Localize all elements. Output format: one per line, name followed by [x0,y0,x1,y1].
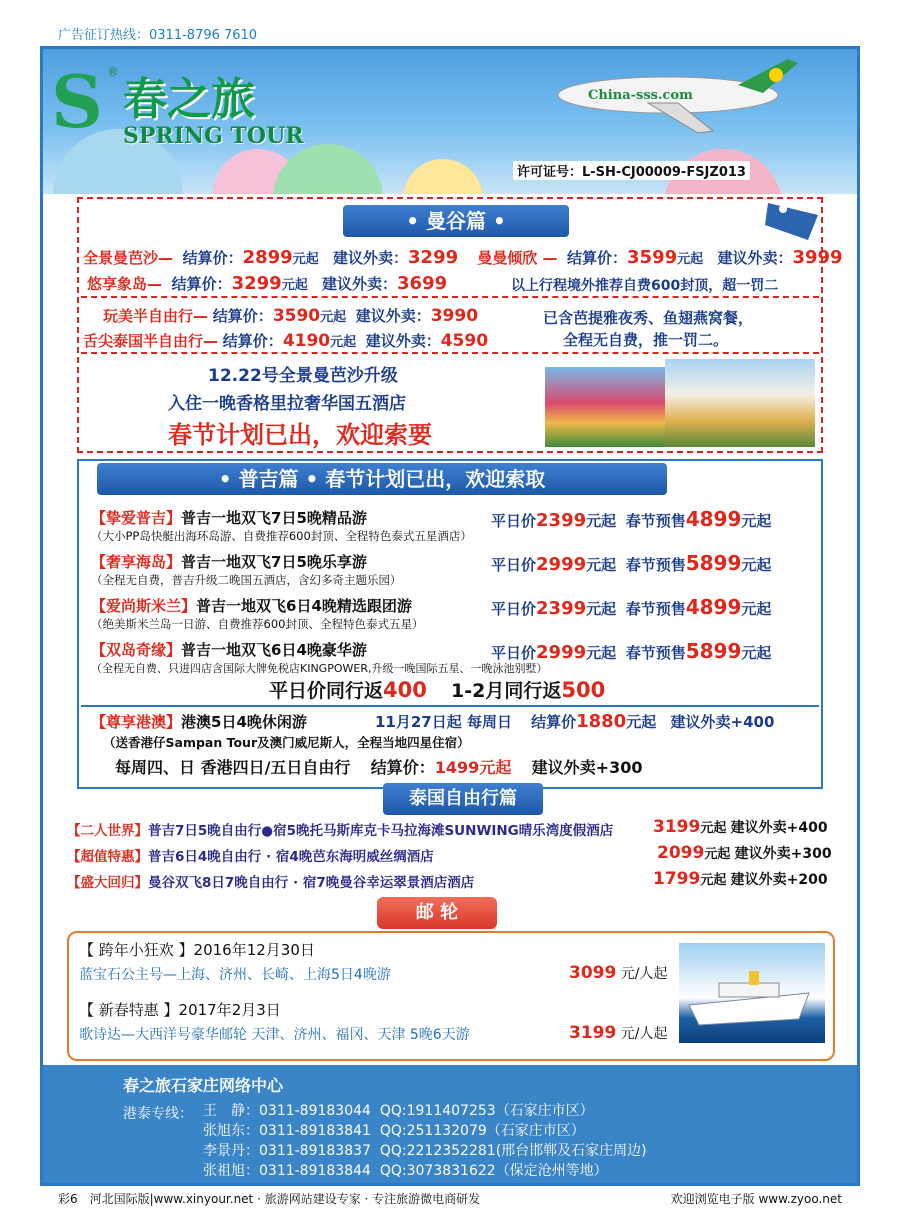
item-desc: （全程无自费、只进四店含国际大牌免税店KINGPOWER,升级一晚国际五星、一晚泳池别墅） [91,662,548,675]
footer-left: 彩6 河北国际版|www.xinyour.net · 旅游网站建设专家 · 专注旅游微电商研发 [58,1192,481,1206]
contact-qq: QQ:2212352281 [379,1143,496,1159]
item-name: 港澳5日4晚休闲游 [181,713,307,731]
item-desc: （全程无自费，普吉升级二晚国五酒店，含幻多奇主题乐园） [91,573,402,587]
rebate-line [269,676,605,703]
contact-name: 李景丹： [203,1143,259,1159]
cost-label: 结算价： [171,275,232,293]
list-item [91,595,811,639]
rebate-label: 平日价同行返 [269,680,384,702]
contact-area: （保定沧州等地） [495,1163,608,1179]
price-unit: 元起 [741,600,772,618]
phuket-title: • 普吉篇 • 春节计划已出，欢迎索取 [97,463,667,495]
cruise-route: 歌诗达—大西洋号豪华邮轮 天津、济州、福冈、天津 5晚6天游 [79,1027,470,1043]
promo-line-3: 春节计划已出，欢迎索要 [168,421,432,449]
suggest-price: 建议外卖+300 [734,846,832,862]
brand-name-en: SPRING TOUR [123,123,304,149]
presale-label: 春节预售 [625,644,686,662]
free-note-2: 全程无自费，推一罚二。 [563,331,729,349]
contact-area: （石家庄市区） [486,1123,585,1139]
hk-free-row [115,755,642,778]
ad-hotline: 广告征订热线：0311-8796 7610 [58,28,258,43]
list-item [79,999,679,1059]
suggest-price: 建议外卖+300 [531,758,643,777]
cruise-tag: 【 新春特惠 】 [79,1001,179,1019]
contact-name: 张祖旭： [203,1163,259,1179]
item-name: 曼谷双飞8日7晚自由行 · 宿7晚曼谷幸运翠景酒店酒店 [148,875,475,891]
thai-free-title: 泰国自由行篇 [383,783,543,815]
contact-label: 港泰专线： [123,1106,193,1122]
contact-name: 王 静： [203,1103,259,1119]
suggest-price: 3699 [397,273,448,294]
cost-price: 3299 [231,273,282,294]
suggest-price: 3990 [430,306,479,326]
item-price: 1799 [653,869,701,889]
cost-label: 结算价： [212,307,273,325]
list-item [91,507,811,551]
tour-dates: 11月27日起 每周日 [375,713,512,731]
price-label: 平日价 [491,512,537,530]
weekday-price: 2399 [536,510,587,531]
route-name: 舌尖泰国半自由行— [83,332,219,350]
price-unit: 元起 [586,512,617,530]
bangkok-free-row-2 [83,330,488,351]
item-price: 2099 [657,843,705,863]
contact-row [203,1161,843,1181]
contact-qq: QQ:3073831622 [379,1163,496,1179]
rebate-value: 500 [561,678,606,702]
suggest-price: 3299 [408,247,459,268]
price-unit: 元起 [586,644,617,662]
divider [81,296,819,298]
route-name: 玩美半自由行— [103,307,209,325]
airplane-icon [548,55,808,135]
item-name: 每周四、日 香港四日/五日自由行 [115,758,351,777]
suggest-price: 3999 [792,247,843,268]
bangkok-row-1 [83,247,843,268]
rebate-label: 1-2月同行返 [451,680,562,702]
suggest-price: 4590 [440,331,489,351]
logo-mark: S [51,59,103,144]
cost-label: 结算价： [222,332,283,350]
item-tag: 【挚爱普吉】 [91,509,182,527]
cost-price: 1499元起 [434,758,512,777]
contact-phone[interactable]: 0311-89183044 [259,1103,371,1119]
ad-frame [40,46,860,1186]
presale-label: 春节预售 [625,556,686,574]
suggest-label: 建议外卖： [365,332,441,350]
contact-qq: QQ:251132079 [379,1123,487,1139]
price-unit: 元起 [741,512,772,530]
item-tag: 【盛大回归】 [67,875,148,891]
divider [81,705,819,707]
suggest-label: 建议外卖： [355,307,431,325]
price-unit: 元起 [292,252,319,267]
photo-theme-park [545,367,665,447]
price-unit: 元起 [320,310,347,325]
presale-price: 5899 [685,639,742,663]
cruise-price: 3099 [569,963,617,983]
item-name: 普吉7日5晚自由行●宿5晚托马斯库克卡马拉海滩SUNWING晴乐湾度假酒店 [148,823,614,839]
price-unit: 元/人起 [616,1026,668,1042]
contact-phone[interactable]: 0311-89183844 [259,1163,371,1179]
bangkok-free-row-1 [103,305,478,326]
cruise-price: 3199 [569,1023,617,1043]
item-tag: 【二人世界】 [67,823,148,839]
list-item [67,819,837,845]
contact-name: 张旭东： [203,1123,259,1139]
cruise-ship-icon [679,943,825,1043]
cruise-title: 邮 轮 [377,897,497,929]
item-tag: 【爱尚斯米兰】 [91,597,197,615]
price-unit: 元起 [586,600,617,618]
hk-price-row [375,711,774,732]
contact-qq: QQ:1911407253 [379,1103,496,1119]
price-unit: 元起 [586,556,617,574]
item-desc: （绝美斯米兰岛一日游、自费推荐600封顶、全程特色泰式五星） [91,617,424,631]
price-unit: 元起 [700,821,727,836]
item-name: 普吉6日4晚自由行 · 宿4晚芭东海明威丝绸酒店 [148,849,434,865]
weekday-price: 2399 [536,598,587,619]
list-item [67,845,837,871]
cost-label: 结算价： [182,249,243,267]
weekday-price: 2999 [536,642,587,663]
price-label: 平日价 [491,644,537,662]
list-item [91,551,811,595]
contact-list [203,1101,843,1181]
bubble-decoration [403,159,483,194]
price-unit: 元起 [677,252,704,267]
contact-row [203,1101,843,1121]
price-label: 平日价 [491,556,537,574]
presale-price: 4899 [685,507,742,531]
cost-label: 结算价： [370,758,435,777]
thai-free-list [67,819,837,897]
phuket-list [91,507,811,683]
hk-desc: （送香港仔Sampan Tour及澳门威尼斯人，全程当地四星住宿） [103,735,470,750]
cost-price: 2899 [242,247,293,268]
weekday-price: 2999 [536,554,587,575]
presale-price: 4899 [685,595,742,619]
suggest-label: 建议外卖： [717,249,793,267]
footer-right[interactable]: 欢迎浏览电子版 www.zyoo.net [670,1192,842,1206]
contact-area: （石家庄市区） [495,1103,594,1119]
route-name: 悠享象岛— [87,275,163,293]
presale-label: 春节预售 [625,600,686,618]
item-tag: 【尊享港澳】 [91,713,182,731]
contact-phone[interactable]: 0311-89183841 [259,1123,371,1139]
route-name: 曼曼倾欣 — [477,249,558,267]
item-price: 3199 [653,817,701,837]
cost-label: 结算价： [567,249,628,267]
bangkok-title: • 曼谷篇 • [343,205,569,237]
cruise-route: 蓝宝石公主号—上海、济州、长崎、上海5日4晚游 [79,967,391,983]
presale-price: 5899 [685,551,742,575]
hk-row [91,711,307,732]
item-name: 普吉一地双飞6日4晚精选跟团游 [196,597,412,615]
price-unit: 元起 [741,644,772,662]
price-unit: 元/人起 [616,966,668,982]
price-unit: 元起 [704,847,731,862]
cruise-date: 2017年2月3日 [178,1001,281,1019]
suggest-price: 建议外卖+400 [670,713,775,731]
item-desc: （大小PP岛快艇出海环岛游、自费推荐600封顶、全程特色泰式五星酒店） [91,529,472,543]
plane-livery-text: China-sss.com [588,88,693,103]
header-banner [43,49,857,194]
price-unit: 元起 [700,873,727,888]
price-unit: 元起 [330,335,357,350]
brand-name-cn: 春之旅 [123,74,255,125]
suggest-price: 建议外卖+200 [730,872,828,888]
cost-price: 1880 [576,711,627,732]
list-item [79,939,679,999]
suggest-price: 建议外卖+400 [730,820,828,836]
list-item [67,871,837,897]
suggest-label: 建议外卖： [322,275,398,293]
promo-line-1: 12.22号全景曼芭沙升级 [208,366,398,386]
price-unit: 元起 [626,713,657,731]
cost-label: 结算价 [531,713,577,731]
cruise-list [79,939,679,1059]
pushpin-icon [763,195,823,245]
rebate-value: 400 [383,678,427,702]
item-name: 普吉一地双飞6日4晚豪华游 [181,641,367,659]
cost-price: 3590 [272,306,321,326]
free-note-1: 已含芭提雅夜秀、鱼翅燕窝餐， [543,309,754,327]
license-number: 许可证号：L-SH-CJ00009-FSJZ013 [513,161,750,180]
contact-row [203,1121,843,1141]
contact-row [203,1141,843,1161]
cost-price: 3599 [627,247,678,268]
bangkok-note: 以上行程境外推荐自费600封顶，超一罚二 [511,278,779,294]
route-name: 全景曼芭沙— [83,249,174,267]
cost-price: 4190 [282,331,331,351]
item-tag: 【双岛奇缘】 [91,641,182,659]
suggest-label: 建议外卖： [333,249,409,267]
bubble-decoration [273,144,383,194]
item-tag: 【超值特惠】 [67,849,148,865]
cruise-date: 2016年12月30日 [193,941,315,959]
item-tag: 【奢享海岛】 [91,553,182,571]
contact-title: 春之旅石家庄网络中心 [123,1076,284,1095]
price-unit: 元起 [741,556,772,574]
price-label: 平日价 [491,600,537,618]
item-name: 普吉一地双飞7日5晚精品游 [181,509,367,527]
price-unit: 元起 [281,278,308,293]
contact-area: (邢台邯郸及石家庄周边) [495,1143,647,1159]
presale-label: 春节预售 [625,512,686,530]
photo-temple [665,359,815,447]
bangkok-row-2 [87,273,447,294]
photo-cruise-ship [679,943,825,1043]
contact-phone[interactable]: 0311-89183837 [259,1143,371,1159]
promo-line-2: 入住一晚香格里拉奢华国五酒店 [168,394,406,414]
registered-mark: ® [107,65,119,79]
item-name: 普吉一地双飞7日5晚乐享游 [181,553,367,571]
divider [81,352,819,354]
cruise-tag: 【 跨年小狂欢 】 [79,941,194,959]
